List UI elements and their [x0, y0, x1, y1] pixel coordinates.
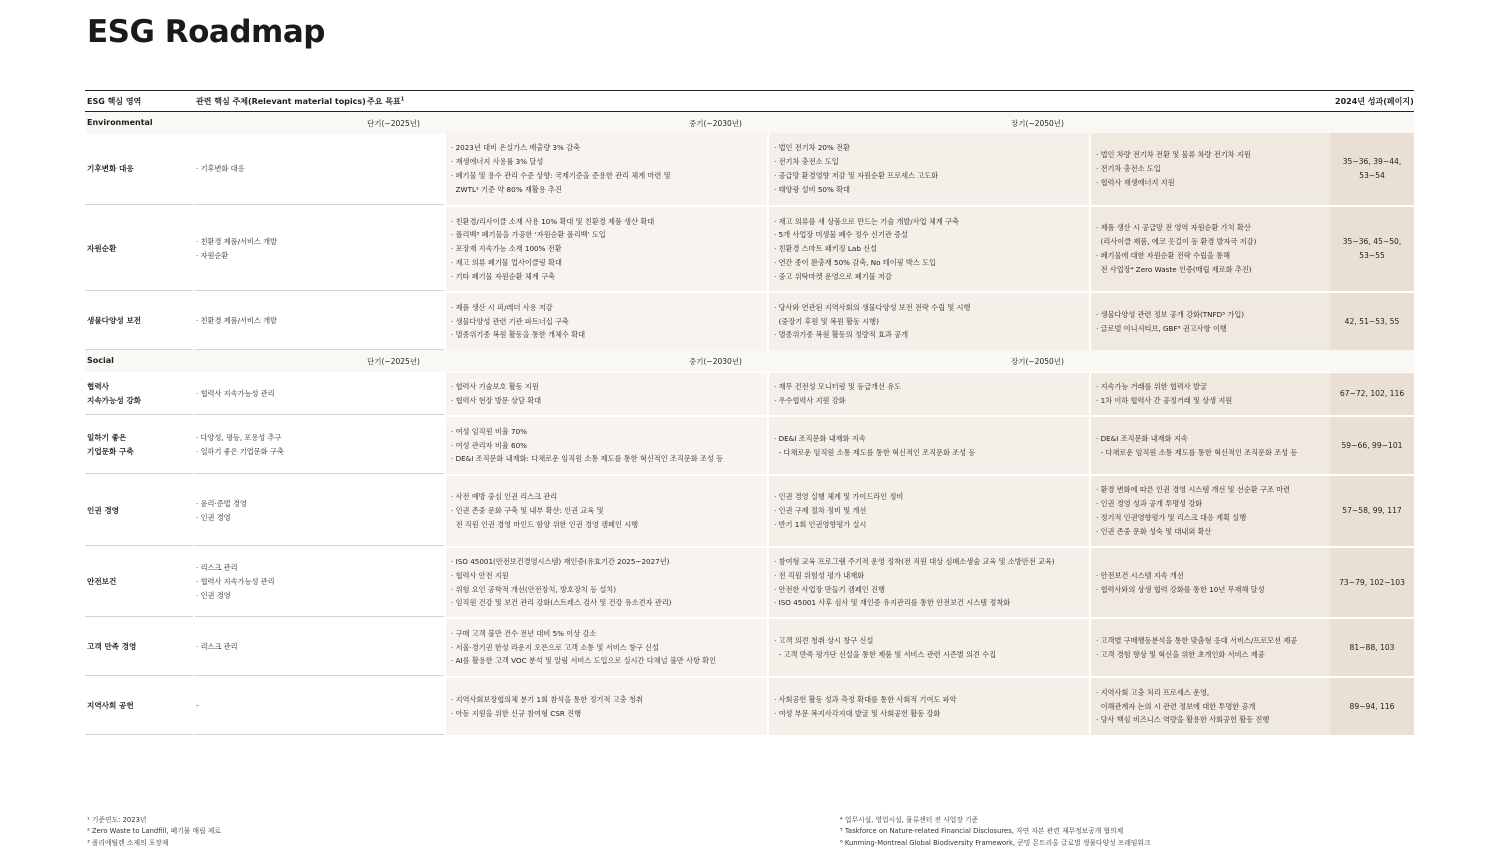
cell-line: · 리스크 관리: [196, 642, 238, 652]
short-term-cell: [446, 619, 767, 676]
cell-line: -: [196, 701, 199, 711]
cell-line: 전 직원 인권 경영 마인드 함양 위한 인권 경영 캠페인 시행: [451, 519, 639, 529]
cell-line: 생물다양성 보전: [87, 316, 141, 326]
cell-line: · 지역사회보장협의체 분기 1회 참석을 통한 정기적 고충 청취: [451, 694, 643, 704]
cell-line: · 일하기 좋은 기업문화 구축: [196, 447, 284, 456]
mid-term-cell: [769, 476, 1089, 546]
mid-term-cell: [769, 619, 1089, 676]
cell-line: ZWTL² 기준 약 80% 재활용 추진: [451, 184, 562, 194]
table-row: [85, 476, 1414, 546]
cell-line: · 법인 차량 전기차 전환 및 물류 차량 전기차 지원: [1096, 150, 1251, 160]
topics-cell: [195, 293, 444, 350]
mid-term-cell: [769, 417, 1089, 474]
header-topics: 관련 핵심 주제(Relevant material topics): [196, 97, 366, 106]
cell-line: · 당사 핵심 비즈니스 역량을 활용한 사회공헌 활동 진행: [1096, 715, 1270, 725]
cell-line: · 공급망 환경영향 저감 및 자원순환 프로세스 고도화: [774, 171, 939, 180]
area-cell: [85, 619, 193, 676]
long-term-cell: [1091, 417, 1330, 474]
cell-line: · 여성 부문 복지사각지대 발굴 및 사회공헌 활동 강화: [774, 708, 941, 718]
cell-line: · 기후변화 대응: [196, 163, 245, 173]
section-row-social: [85, 350, 1414, 372]
cell-line: · 전기차 충전소 도입: [774, 157, 839, 167]
cell-line: · 사전 예방 중심 인권 리스크 관리: [451, 492, 558, 502]
mid-term-cell: [769, 207, 1089, 291]
cell-line: · 연간 종이 완충재 50% 감축, No 테이핑 박스 도입: [774, 257, 936, 267]
cell-line: · 전 직원 위험성 평가 내재화: [774, 570, 865, 580]
cell-line: · 재무 건전성 모니터링 및 등급개선 유도: [774, 382, 902, 392]
header-goals: 주요 목표$^1$: [367, 96, 405, 106]
long-term-cell: [1091, 678, 1330, 735]
cell-line: · 구매 고객 불만 건수 전년 대비 5% 이상 감소: [451, 628, 597, 638]
cell-line: 35~36, 45~50,: [1342, 237, 1402, 247]
mid-term-cell: [769, 678, 1089, 735]
mid-term-cell: [769, 133, 1089, 205]
table-row: [85, 678, 1414, 735]
cell-line: 73~79, 102~103: [1339, 577, 1405, 587]
cell-line: · DE&I 조직문화 내재화: 다채로운 임직원 소통 제도를 통한 혁신적인 조직문화 조성 등: [451, 454, 724, 464]
area-cell: [85, 133, 193, 205]
footnote: ⁵ Taskforce on Nature-related Financial Disclosures, 자연 자본 관련 재무정보공개 협의체: [840, 827, 1124, 836]
cell-line: · 안전보건 시스템 지속 개선: [1096, 570, 1184, 580]
area-cell: [85, 417, 193, 474]
pages-cell: [1330, 548, 1414, 617]
cell-line: · 위험 요인 공학적 개선(안전장치, 방호장치 등 설치): [451, 584, 617, 594]
cell-line: · 친환경 제품/서비스 개발: [196, 316, 277, 326]
cell-line: 전 사업장⁴ Zero Waste 인증(매립 제로화 추진): [1096, 264, 1252, 274]
cell-line: · 전기차 충전소 도입: [1096, 164, 1161, 174]
cell-line: · 여성 임직원 비율 70%: [451, 426, 528, 436]
area-cell: [85, 293, 193, 350]
cell-line: · 협력사 지속가능성 관리: [196, 388, 275, 398]
footnote: ¹ 기준연도: 2023년: [87, 816, 147, 824]
area-cell: [85, 207, 193, 291]
short-term-cell: [446, 293, 767, 350]
footnote: ⁴ 업무시설, 영업시설, 물류센터 전 사업장 기준: [840, 816, 979, 824]
long-term-cell: [1091, 293, 1330, 350]
cell-line: · 고객별 구매행동분석을 통한 맞춤형 응대 서비스/프로모션 제공: [1096, 635, 1298, 645]
cell-line: 35~36, 39~44,: [1342, 157, 1402, 167]
long-term-cell: [1091, 373, 1330, 415]
cell-line: · 인권 존중 문화 성숙 및 대내외 확산: [1096, 526, 1212, 536]
table-row: [85, 619, 1414, 676]
term-mid: 중기(~2030년): [689, 357, 742, 366]
cell-line: 57~58, 99, 117: [1342, 506, 1402, 516]
cell-line: · 친환경/리사이클 소재 사용 10% 확대 및 친환경 제품 생산 확대: [451, 216, 655, 226]
cell-line: 인권 경영: [87, 505, 119, 515]
cell-line: · 참여형 교육 프로그램 주기적 운영 정착(전 직원 대상 심폐소생술 교육 및 소방안전 교육): [774, 556, 1055, 566]
cell-line: · 중고 위탁마켓 운영으로 폐기물 저감: [774, 271, 892, 281]
table-row: [85, 548, 1414, 617]
cell-line: · 협력사 현장 방문 상담 확대: [451, 396, 542, 405]
cell-line: 67~72, 102, 116: [1339, 389, 1405, 399]
cell-line: · 사회공헌 활동 성과 측정 확대를 통한 사회적 기여도 파악: [774, 694, 957, 704]
area-cell: [85, 476, 193, 546]
area-cell: [85, 548, 193, 617]
short-term-cell: [446, 548, 767, 617]
cell-line: · 인권 구제 절차 정비 및 개선: [774, 506, 867, 516]
cell-line: · 제품 생산 시 공급망 전 영역 자원순환 가치 확산: [1096, 223, 1251, 233]
footnote: ² Zero Waste to Landfill, 폐기물 매립 제로: [87, 827, 221, 836]
area-cell: [85, 678, 193, 735]
long-term-cell: [1091, 207, 1330, 291]
cell-line: 자원순환: [87, 243, 117, 253]
pages-cell: [1330, 619, 1414, 676]
cell-line: 42, 51~53, 55: [1344, 316, 1400, 326]
topics-cell: [195, 373, 444, 415]
cell-line: · 다양성, 평등, 포용성 추구: [196, 433, 282, 443]
pages-cell: [1330, 293, 1414, 350]
cell-line: · 인권 경영: [196, 590, 231, 600]
footnotes-right: [840, 815, 1151, 849]
area-cell: [85, 373, 193, 415]
term-mid: 중기(~2030년): [689, 119, 742, 128]
cell-line: 고객 만족 경영: [87, 642, 137, 652]
table-row: [85, 207, 1414, 291]
cell-line: · 폴리백³ 폐기물을 가공한 '자원순환 폴리백' 도입: [451, 230, 606, 240]
footnote: ³ 폴리에틸렌 소재의 포장재: [87, 838, 169, 847]
cell-line: · 아동 지원을 위한 신규 참여형 CSR 진행: [451, 708, 582, 718]
cell-line: · DE&I 조직문화 내재화 지속: [774, 433, 866, 443]
long-term-cell: [1091, 619, 1330, 676]
table-row: [85, 293, 1414, 350]
cell-line: · 협력사 지속가능성 관리: [196, 577, 275, 587]
cell-line: · 폐기물 및 용수 관리 수준 상향: 국제기준을 준용한 관리 체계 마련 및: [451, 171, 671, 180]
short-term-cell: [446, 133, 767, 205]
cell-line: - 다채로운 임직원 소통 제도를 통한 혁신적인 조직문화 조성 등: [774, 447, 976, 457]
cell-line: (중장기 후원 및 복원 활동 시행): [774, 316, 879, 326]
cell-line: 53~54: [1359, 171, 1385, 180]
long-term-cell: [1091, 548, 1330, 617]
cell-line: · 법인 전기차 20% 전환: [774, 143, 851, 153]
cell-line: · 당사와 연관된 지역사회의 생물다양성 보전 전략 수립 및 시행: [774, 302, 971, 312]
cell-line: · 친환경 제품/서비스 개발: [196, 236, 277, 246]
topics-cell: [195, 619, 444, 676]
cell-line: · 협력사와의 상생 협력 강화를 통한 10년 무재해 달성: [1096, 584, 1265, 594]
cell-line: · 멸종위기종 복원 활동의 정량적 효과 공개: [774, 330, 909, 340]
cell-line: · 인권 경영 성과 공개 투명성 강화: [1096, 499, 1203, 509]
pages-cell: [1330, 678, 1414, 735]
cell-line: · 정기적 인권영향평가 및 리스크 대응 계획 실행: [1096, 513, 1247, 522]
cell-line: · 재고 의류 폐기물 업사이클링 확대: [451, 257, 562, 267]
cell-line: 지속가능성 강화: [87, 395, 141, 405]
cell-line: 지역사회 공헌: [87, 701, 134, 711]
cell-line: · 인권 경영: [196, 512, 231, 522]
cell-line: 협력사: [87, 381, 110, 391]
topics-cell: [195, 207, 444, 291]
pages-cell: [1330, 417, 1414, 474]
section-name: Environmental: [87, 118, 153, 127]
topics-cell: [195, 133, 444, 205]
short-term-cell: [446, 678, 767, 735]
mid-term-cell: [769, 293, 1089, 350]
short-term-cell: [446, 373, 767, 415]
cell-line: · 재고 의류를 새 상품으로 만드는 기술 개발/사업 체계 구축: [774, 216, 959, 226]
cell-line: · 제품 생산 시 퍼/레더 사용 저감: [451, 302, 553, 312]
cell-line: · 5개 사업장 미생물 폐수 정수 신기관 증설: [774, 230, 908, 240]
cell-line: · 글로벌 이니셔티브, GBF⁶ 권고사항 이행: [1096, 323, 1227, 333]
short-term-cell: [446, 476, 767, 546]
short-term-cell: [446, 207, 767, 291]
cell-line: · 협력사 기술보호 활동 지원: [451, 382, 539, 392]
cell-line: · 리스크 관리: [196, 563, 238, 573]
cell-line: · 협력사 재생에너지 지원: [1096, 177, 1175, 187]
cell-line: 81~88, 103: [1349, 642, 1395, 652]
pages-cell: [1330, 133, 1414, 205]
cell-line: · 태양광 설비 50% 확대: [774, 184, 851, 194]
section-row-environmental: [85, 112, 1414, 134]
cell-line: 안전보건: [87, 577, 117, 587]
term-short: 단기(~2025년): [367, 357, 420, 366]
cell-line: 기업문화 구축: [87, 447, 134, 456]
mid-term-cell: [769, 373, 1089, 415]
section-name: Social: [87, 356, 114, 365]
cell-line: · 서울·경기권 한성 라운지 오픈으로 고객 소통 및 서비스 창구 신설: [451, 642, 659, 652]
footnotes-left: [87, 815, 221, 849]
table-row: [85, 417, 1414, 474]
cell-line: · 폐기물에 대한 자원순환 전략 수립을 통해: [1096, 251, 1231, 260]
cell-line: · ISO 45001(안전보건경영시스템) 재인증(유효기간 2025~2027년): [451, 556, 670, 566]
cell-line: · ISO 45001 사후 심사 및 재인증 유지관리를 통한 안전보건 시스템 정착화: [774, 598, 1011, 608]
short-term-cell: [446, 417, 767, 474]
cell-line: · 우수협력사 지원 강화: [774, 396, 846, 405]
cell-line: · 고객 의견 청취 상시 창구 신설: [774, 635, 874, 645]
cell-line: · 포장재 지속가능 소재 100% 전환: [451, 244, 562, 254]
header-results: 2024년 성과(페이지): [1335, 97, 1414, 106]
cell-line: · 재생에너지 사용률 3% 달성: [451, 157, 544, 167]
header-area: ESG 핵심 영역: [87, 97, 142, 106]
cell-line: · 인권 경영 실행 체계 및 가이드라인 정비: [774, 492, 904, 502]
topics-cell: [195, 417, 444, 474]
topics-cell: [195, 548, 444, 617]
term-long: 장기(~2050년): [1011, 119, 1064, 128]
cell-line: 53~55: [1359, 251, 1385, 260]
term-long: 장기(~2050년): [1011, 357, 1064, 366]
mid-term-cell: [769, 548, 1089, 617]
cell-line: 기후변화 대응: [87, 163, 134, 173]
topics-cell: [195, 678, 444, 735]
long-term-cell: [1091, 476, 1330, 546]
cell-line: · 생물다양성 관련 정보 공개 강화(TNFD⁵ 가입): [1096, 309, 1245, 319]
table-row: [85, 373, 1414, 415]
table-top-rule: [85, 90, 1414, 91]
cell-line: 일하기 좋은: [87, 433, 127, 443]
cell-line: · 윤리·준법 경영: [196, 498, 247, 508]
topics-cell: [195, 476, 444, 546]
cell-line: · 기타 폐기물 자원순환 체계 구축: [451, 271, 555, 281]
cell-line: 이해관계자 논의 시 관련 정보에 대한 투명한 공개: [1096, 701, 1256, 711]
cell-line: · 지역사회 고충 처리 프로세스 운영,: [1096, 687, 1210, 697]
page-title: ESG Roadmap: [87, 14, 325, 50]
cell-line: · 생물다양성 관련 기관 파트너십 구축: [451, 316, 569, 326]
cell-line: · DE&I 조직문화 내재화 지속: [1096, 433, 1188, 443]
long-term-cell: [1091, 133, 1330, 205]
cell-line: 59~66, 99~101: [1341, 440, 1403, 450]
pages-cell: [1330, 373, 1414, 415]
cell-line: (리사이클 제품, 에코 옷걸이 등 환경 발자국 저감): [1096, 237, 1257, 247]
cell-line: · 반기 1회 인권영향평가 실시: [774, 519, 867, 529]
cell-line: · 환경 변화에 따른 인권 경영 시스템 개선 및 선순환 구조 마련: [1096, 485, 1291, 495]
pages-cell: [1330, 476, 1414, 546]
cell-line: · 지속가능 거래를 위한 협력사 발굴: [1096, 382, 1207, 392]
cell-line: · 임직원 건강 및 보건 관리 강화(스트레스 검사 및 건강 유소견자 관리): [451, 598, 672, 608]
footnote: ⁶ Kunming-Montreal Global Biodiversity Framework, 쿤밍 몬트리올 글로벌 생물다양성 프레임워크: [840, 838, 1151, 847]
cell-line: 89~94, 116: [1349, 701, 1395, 711]
cell-line: · 멸종위기종 복원 활동을 통한 개체수 확대: [451, 330, 586, 340]
cell-line: · 여성 관리자 비율 60%: [451, 440, 528, 450]
term-short: 단기(~2025년): [367, 119, 420, 128]
cell-line: · 협력사 안전 지원: [451, 570, 509, 580]
cell-line: · 2023년 대비 온실가스 배출량 3% 감축: [451, 143, 581, 153]
cell-line: - 고객 만족 평가단 신설을 통한 제품 및 서비스 관련 시즌별 의견 수집: [774, 649, 997, 659]
cell-line: · 안전한 사업장 만들기 캠페인 진행: [774, 584, 885, 594]
pages-cell: [1330, 207, 1414, 291]
cell-line: · 고객 경험 향상 및 혁신을 위한 초개인화 서비스 제공: [1096, 649, 1265, 659]
cell-line: · 친환경 스마트 패키징 Lab 신설: [774, 244, 878, 254]
cell-line: · 1차 이하 협력사 간 공정거래 및 상생 지원: [1096, 396, 1233, 405]
cell-line: - 다채로운 임직원 소통 제도를 통한 혁신적인 조직문화 조성 등: [1096, 447, 1298, 457]
cell-line: · AI를 활용한 고객 VOC 분석 및 알림 서비스 도입으로 실시간 다채널 불만 사항 확인: [451, 656, 717, 666]
cell-line: · 인권 존중 문화 구축 및 내부 확산: 인권 교육 및: [451, 506, 604, 516]
table-row: [85, 133, 1414, 205]
cell-line: · 자원순환: [196, 250, 229, 260]
